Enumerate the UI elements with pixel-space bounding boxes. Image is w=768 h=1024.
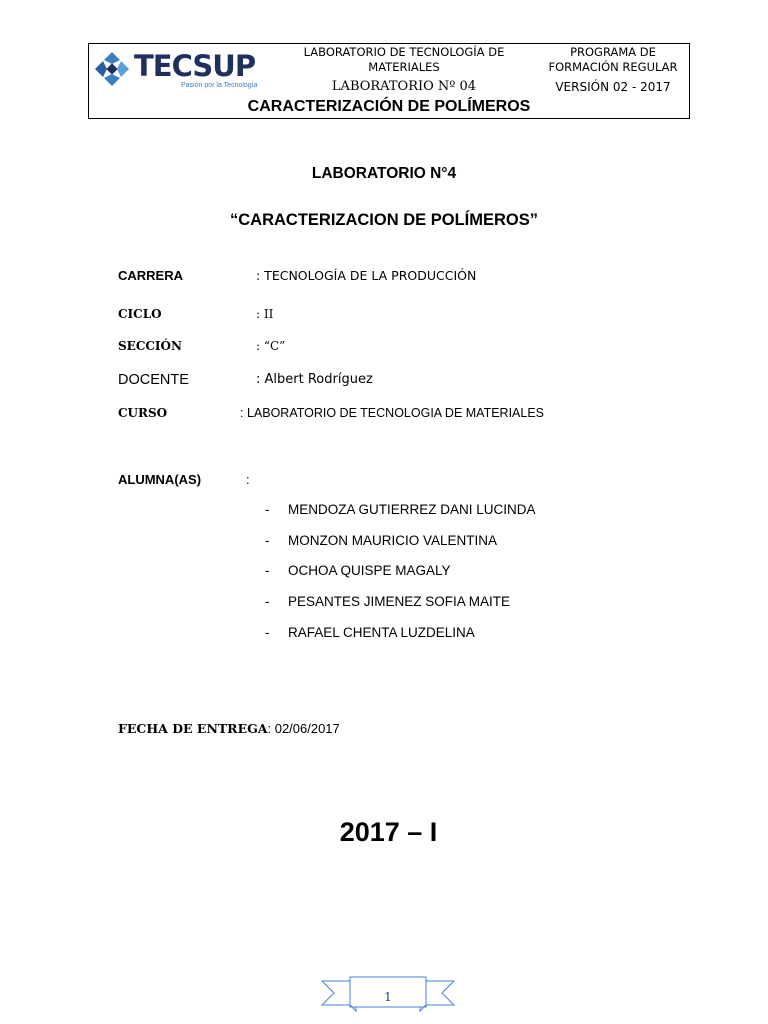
student-item <box>265 594 510 609</box>
student-bullet: - <box>265 502 270 517</box>
seccion-label: SECCIÓN <box>118 339 182 353</box>
document-header <box>88 43 690 119</box>
fecha-value: : 02/06/2017 <box>267 721 340 736</box>
student-bullet: - <box>265 625 270 640</box>
fecha-row <box>118 721 340 736</box>
carrera-label: CARRERA <box>118 268 183 283</box>
page-number: 1 <box>384 990 392 1004</box>
docente-label: DOCENTE <box>118 372 189 388</box>
curso-label: CURSO <box>118 406 168 420</box>
student-item <box>265 533 497 548</box>
student-item <box>265 625 475 640</box>
student-bullet: - <box>265 563 270 578</box>
fecha-label: FECHA DE ENTREGA <box>118 721 268 736</box>
student-name: MONZON MAURICIO VALENTINA <box>288 533 498 548</box>
lab-name-cell <box>271 44 537 78</box>
ciclo-label: CICLO <box>118 307 162 321</box>
student-bullet: - <box>265 533 270 548</box>
student-name: RAFAEL CHENTA LUZDELINA <box>288 625 475 640</box>
program-line1: PROGRAMA DE <box>570 45 656 59</box>
ciclo-value: : II <box>256 307 274 321</box>
carrera-value: : TECNOLOGÍA DE LA PRODUCCIÓN <box>256 268 477 283</box>
student-item <box>265 563 451 578</box>
lab-number: LABORATORIO Nº 04 <box>331 79 477 94</box>
version: VERSIÓN 02 - 2017 <box>555 80 671 94</box>
docente-value: : Albert Rodríguez <box>256 372 373 387</box>
student-item <box>265 502 536 517</box>
document-heading: LABORATORIO N°4 <box>311 165 457 182</box>
lab-name-line1: LABORATORIO DE TECNOLOGÍA DE <box>303 45 505 59</box>
student-name: MENDOZA GUTIERREZ DANI LUCINDA <box>288 502 536 517</box>
lab-name-line2: MATERIALES <box>368 60 440 74</box>
seccion-value: : “C” <box>256 339 286 353</box>
document-subheading: “CARACTERIZACION DE POLÍMEROS” <box>229 211 538 229</box>
logo-text: TECSUP <box>134 49 256 83</box>
logo-tagline: Pasión por la Tecnología <box>181 82 258 89</box>
student-bullet: - <box>265 594 270 609</box>
program-line2: FORMACIÓN REGULAR <box>548 60 678 74</box>
logo-cell <box>89 44 271 96</box>
header-title: CARACTERIZACIÓN DE POLÍMEROS <box>247 98 531 115</box>
student-name: OCHOA QUISPE MAGALY <box>288 563 451 578</box>
curso-value: : LABORATORIO DE TECNOLOGIA DE MATERIALES <box>240 406 545 420</box>
academic-year: 2017 – I <box>339 817 438 847</box>
alumnas-label: ALUMNA(AS) <box>118 472 202 487</box>
student-name: PESANTES JIMENEZ SOFIA MAITE <box>288 594 511 609</box>
tecsup-logo-icon <box>93 50 131 88</box>
alumnas-colon: : <box>246 472 250 487</box>
program-cell <box>537 44 689 78</box>
